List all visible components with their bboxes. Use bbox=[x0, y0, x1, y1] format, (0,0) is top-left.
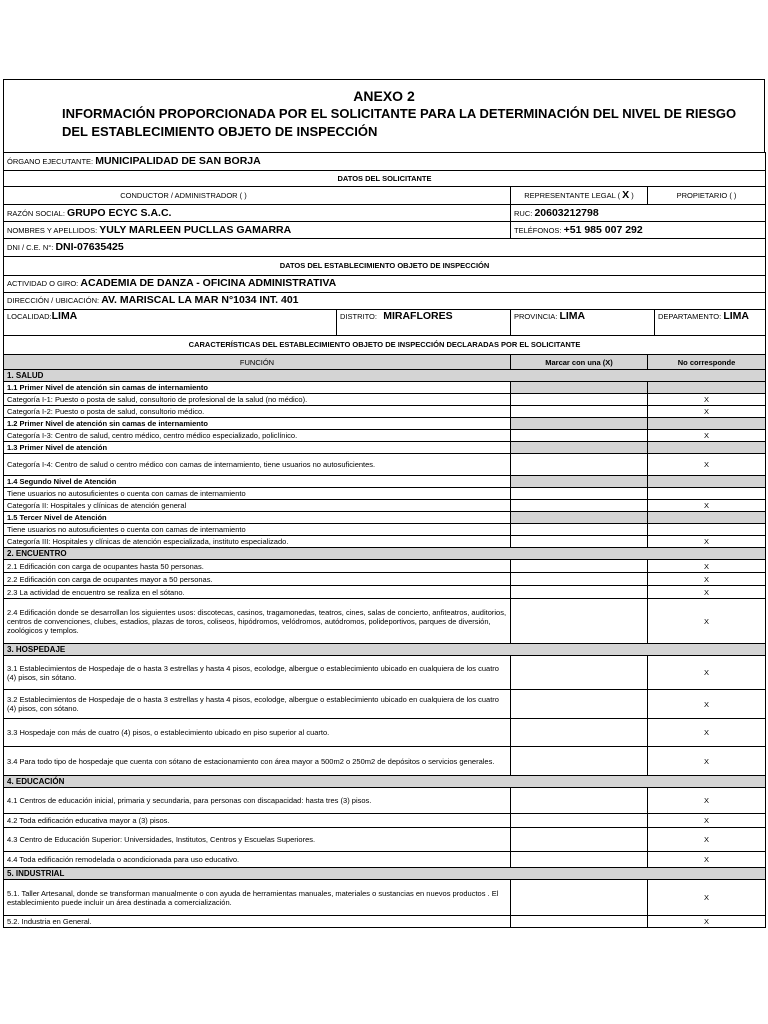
function-label: 3.3 Hospedaje con más de cuatro (4) pisos, o establecimiento ubicado en piso superior al cuarto. bbox=[4, 719, 511, 747]
document-header bbox=[3, 79, 765, 152]
function-label: Tiene usuarios no autosuficientes o cuenta con camas de internamiento bbox=[4, 524, 511, 536]
function-row bbox=[4, 747, 766, 776]
function-row bbox=[4, 828, 766, 852]
function-label: Categoría I-3: Centro de salud, centro médico, centro médico especializado, policlínico. bbox=[4, 430, 511, 442]
mark-cell[interactable] bbox=[511, 488, 648, 500]
function-row bbox=[4, 586, 766, 599]
function-row bbox=[4, 536, 766, 548]
document-title: INFORMACIÓN PROPORCIONADA POR EL SOLICITANTE PARA LA DETERMINACIÓN DEL NIVEL DE RIESGO DEL ESTABLECIMIENTO OBJETO DE INSPECCIÓN bbox=[62, 106, 737, 139]
subheading-row bbox=[4, 418, 766, 430]
function-row bbox=[4, 454, 766, 476]
subheading-label: 1.3 Primer Nivel de atención bbox=[4, 442, 511, 454]
function-label: Tiene usuarios no autosuficientes o cuenta con camas de internamiento bbox=[4, 488, 511, 500]
organo-label: ÓRGANO EJECUTANTE: bbox=[7, 157, 94, 166]
mark-cell[interactable] bbox=[511, 690, 648, 719]
function-row bbox=[4, 406, 766, 418]
subheading-row bbox=[4, 512, 766, 524]
mark-cell[interactable] bbox=[511, 852, 648, 868]
no-corresponde-cell[interactable]: X bbox=[648, 690, 766, 719]
mark-cell[interactable] bbox=[511, 536, 648, 548]
no-corresponde-cell[interactable]: X bbox=[648, 880, 766, 916]
function-row bbox=[4, 852, 766, 868]
mark-cell[interactable] bbox=[511, 586, 648, 599]
no-corresponde-cell[interactable]: X bbox=[648, 560, 766, 573]
function-label: 4.1 Centros de educación inicial, primaria y secundaria, para personas con discapacidad: hasta tres (3) pisos. bbox=[4, 788, 511, 814]
caracteristicas-section-title: CARACTERÍSTICAS DEL ESTABLECIMIENTO OBJETO DE INSPECCIÓN DECLARADAS POR EL SOLICITANTE bbox=[4, 336, 766, 355]
departamento-value: LIMA bbox=[723, 309, 749, 322]
localidad-value: LIMA bbox=[51, 309, 78, 322]
subheading-label: 1.5 Tercer Nivel de Atención bbox=[4, 512, 511, 524]
mark-cell[interactable] bbox=[511, 747, 648, 776]
characteristics-rows bbox=[4, 370, 766, 928]
function-row bbox=[4, 488, 766, 500]
organo-value: MUNICIPALIDAD DE SAN BORJA bbox=[95, 155, 261, 167]
function-label: Categoría I-4: Centro de salud o centro médico con camas de internamiento, tiene usuarios no autosuficientes. bbox=[4, 454, 511, 476]
no-corresponde-cell[interactable]: X bbox=[648, 536, 766, 548]
provincia-value: LIMA bbox=[559, 309, 586, 322]
function-label: 3.2 Establecimientos de Hospedaje de o hasta 3 estrellas y hasta 4 pisos, ecolodge, albergue o establecimiento ubicado en cualquiera de los cuatro (4) pisos, con sótano. bbox=[4, 690, 511, 719]
representante-option[interactable]: REPRESENTANTE LEGAL ( X ) bbox=[511, 187, 648, 205]
no-corresponde-cell[interactable]: X bbox=[648, 454, 766, 476]
function-row bbox=[4, 500, 766, 512]
mark-cell[interactable] bbox=[511, 500, 648, 512]
no-corresponde-cell[interactable]: X bbox=[648, 573, 766, 586]
no-corresponde-cell[interactable] bbox=[648, 442, 766, 454]
mark-cell[interactable] bbox=[511, 430, 648, 442]
section-heading-row bbox=[4, 868, 766, 880]
no-corresponde-cell[interactable] bbox=[648, 418, 766, 430]
function-label: 3.1 Establecimientos de Hospedaje de o hasta 3 estrellas y hasta 4 pisos, ecolodge, albergue o establecimiento ubicado en cualquiera de los cuatro (4) pisos, sin sótano. bbox=[4, 656, 511, 690]
dni-row: DNI / C.E. N°: DNI-07635425 bbox=[4, 239, 766, 256]
function-label: 3.4 Para todo tipo de hospedaje que cuenta con sótano de estacionamiento con área mayor a 500m2 o 250m2 de depósitos o servicios generales. bbox=[4, 747, 511, 776]
col-funcion-header: FUNCIÓN bbox=[4, 355, 511, 370]
mark-cell[interactable] bbox=[511, 394, 648, 406]
nombres-value: YULY MARLEEN PUCLLAS GAMARRA bbox=[99, 223, 292, 236]
section-heading-row bbox=[4, 548, 766, 560]
function-label: 5.2. Industria en General. bbox=[4, 916, 511, 928]
no-corresponde-cell[interactable]: X bbox=[648, 747, 766, 776]
subheading-label: 1.1 Primer Nivel de atención sin camas de internamiento bbox=[4, 382, 511, 394]
mark-cell[interactable] bbox=[511, 573, 648, 586]
applicant-table bbox=[3, 152, 766, 256]
no-corresponde-cell[interactable] bbox=[648, 488, 766, 500]
mark-cell[interactable] bbox=[511, 382, 648, 394]
no-corresponde-cell[interactable]: X bbox=[648, 394, 766, 406]
function-row bbox=[4, 880, 766, 916]
function-row bbox=[4, 430, 766, 442]
establecimiento-section-title: DATOS DEL ESTABLECIMIENTO OBJETO DE INSPECCIÓN bbox=[4, 256, 766, 275]
telefonos-value: +51 985 007 292 bbox=[563, 223, 643, 236]
function-row bbox=[4, 599, 766, 644]
mark-cell[interactable] bbox=[511, 418, 648, 430]
no-corresponde-cell[interactable] bbox=[648, 524, 766, 536]
no-corresponde-cell[interactable] bbox=[648, 476, 766, 488]
mark-cell[interactable] bbox=[511, 406, 648, 418]
section-heading-row bbox=[4, 644, 766, 656]
subheading-label: 1.4 Segundo Nivel de Atención bbox=[4, 476, 511, 488]
no-corresponde-cell[interactable]: X bbox=[648, 430, 766, 442]
function-row bbox=[4, 690, 766, 719]
subheading-label: 1.2 Primer Nivel de atención sin camas de internamiento bbox=[4, 418, 511, 430]
no-corresponde-cell[interactable]: X bbox=[648, 788, 766, 814]
function-label: 2.4 Edificación donde se desarrollan los siguientes usos: discotecas, casinos, tragamonedas, teatros, cines, salas de concierto, anfiteatros, auditorios, centros de convenciones, clubes, estadios, plazas de toros, coliseos, hipódromos, velódromos, autódromos, polideportivos, parques de diversión, zoológicos y templos. bbox=[4, 599, 511, 644]
representante-mark: X bbox=[622, 189, 630, 201]
razon-row: RAZÓN SOCIAL: GRUPO ECYC S.A.C. RUC: 20603212798 bbox=[4, 205, 766, 222]
function-row bbox=[4, 719, 766, 747]
function-label: 5.1. Taller Artesanal, donde se transforman manualmente o con ayuda de herramientas manuales, materiales o sustancias en nuevos productos . El establecimiento puede incluir un área destinada a comercialización. bbox=[4, 880, 511, 916]
function-row bbox=[4, 788, 766, 814]
direccion-value: AV. MARISCAL LA MAR N°1034 INT. 401 bbox=[101, 294, 299, 306]
section-heading: 4. EDUCACIÓN bbox=[4, 776, 766, 788]
function-row bbox=[4, 916, 766, 928]
function-label: 4.2 Toda edificación educativa mayor a (3) pisos. bbox=[4, 814, 511, 828]
no-corresponde-cell[interactable]: X bbox=[648, 828, 766, 852]
ubicacion-row: LOCALIDAD:LIMA DISTRITO: MIRAFLORES PROVINCIA: LIMA DEPARTAMENTO: LIMA bbox=[4, 309, 766, 335]
no-corresponde-cell[interactable]: X bbox=[648, 719, 766, 747]
mark-cell[interactable] bbox=[511, 476, 648, 488]
mark-cell[interactable] bbox=[511, 442, 648, 454]
mark-cell[interactable] bbox=[511, 560, 648, 573]
dni-value: DNI-07635425 bbox=[55, 240, 124, 253]
actividad-value: ACADEMIA DE DANZA - OFICINA ADMINISTRATIVA bbox=[80, 277, 337, 289]
ruc-value: 20603212798 bbox=[534, 206, 599, 219]
section-heading-row bbox=[4, 776, 766, 788]
function-row bbox=[4, 656, 766, 690]
no-corresponde-cell[interactable]: X bbox=[648, 586, 766, 599]
characteristics-table bbox=[3, 336, 766, 929]
function-row bbox=[4, 560, 766, 573]
distrito-value: MIRAFLORES bbox=[383, 309, 453, 322]
function-label: 2.3 La actividad de encuentro se realiza en el sótano. bbox=[4, 586, 511, 599]
function-row bbox=[4, 524, 766, 536]
mark-cell[interactable] bbox=[511, 656, 648, 690]
section-heading: 5. INDUSTRIAL bbox=[4, 868, 766, 880]
mark-cell[interactable] bbox=[511, 788, 648, 814]
function-label: Categoría I-2: Puesto o posta de salud, consultorio médico. bbox=[4, 406, 511, 418]
section-heading: 3. HOSPEDAJE bbox=[4, 644, 766, 656]
mark-cell[interactable] bbox=[511, 454, 648, 476]
function-label: Categoría III: Hospitales y clínicas de atención especializada, instituto especializado. bbox=[4, 536, 511, 548]
organo-row bbox=[4, 153, 766, 171]
function-row bbox=[4, 573, 766, 586]
function-row bbox=[4, 394, 766, 406]
no-corresponde-cell[interactable]: X bbox=[648, 852, 766, 868]
mark-cell[interactable] bbox=[511, 880, 648, 916]
actividad-row: ACTIVIDAD O GIRO: ACADEMIA DE DANZA - OFICINA ADMINISTRATIVA bbox=[4, 275, 766, 292]
mark-cell[interactable] bbox=[511, 524, 648, 536]
annex-number: ANEXO 2 bbox=[353, 88, 415, 104]
solicitante-section-title: DATOS DEL SOLICITANTE bbox=[4, 171, 766, 187]
no-corresponde-cell[interactable]: X bbox=[648, 500, 766, 512]
function-row bbox=[4, 814, 766, 828]
function-label: Categoría II: Hospitales y clínicas de atención general bbox=[4, 500, 511, 512]
subheading-row bbox=[4, 442, 766, 454]
annex-document bbox=[3, 79, 765, 928]
role-row bbox=[4, 187, 766, 205]
function-label: 4.4 Toda edificación remodelada o acondicionada para uso educativo. bbox=[4, 852, 511, 868]
establishment-table bbox=[3, 256, 766, 336]
function-label: 2.1 Edificación con carga de ocupantes hasta 50 personas. bbox=[4, 560, 511, 573]
no-corresponde-cell[interactable]: X bbox=[648, 814, 766, 828]
function-label: 2.2 Edificación con carga de ocupantes mayor a 50 personas. bbox=[4, 573, 511, 586]
section-heading-row bbox=[4, 370, 766, 382]
subheading-row bbox=[4, 476, 766, 488]
propietario-option[interactable]: PROPIETARIO ( ) bbox=[648, 187, 766, 205]
razon-social-value: GRUPO ECYC S.A.C. bbox=[67, 206, 172, 219]
section-heading: 2. ENCUENTRO bbox=[4, 548, 766, 560]
no-corresponde-cell[interactable] bbox=[648, 382, 766, 394]
col-no-corresponde-header: No corresponde bbox=[648, 355, 766, 370]
section-heading: 1. SALUD bbox=[4, 370, 766, 382]
no-corresponde-cell[interactable] bbox=[648, 512, 766, 524]
mark-cell[interactable] bbox=[511, 719, 648, 747]
no-corresponde-cell[interactable]: X bbox=[648, 656, 766, 690]
mark-cell[interactable] bbox=[511, 512, 648, 524]
no-corresponde-cell[interactable]: X bbox=[648, 599, 766, 644]
no-corresponde-cell[interactable]: X bbox=[648, 406, 766, 418]
function-label: Categoría I-1: Puesto o posta de salud, consultorio de profesional de la salud (no médico). bbox=[4, 394, 511, 406]
col-marcar-header: Marcar con una (X) bbox=[511, 355, 648, 370]
no-corresponde-cell[interactable]: X bbox=[648, 916, 766, 928]
subheading-row bbox=[4, 382, 766, 394]
mark-cell[interactable] bbox=[511, 916, 648, 928]
conductor-option[interactable]: CONDUCTOR / ADMINISTRADOR ( ) bbox=[4, 187, 511, 205]
nombres-row: NOMBRES Y APELLIDOS: YULY MARLEEN PUCLLAS GAMARRA TELÉFONOS: +51 985 007 292 bbox=[4, 222, 766, 239]
mark-cell[interactable] bbox=[511, 599, 648, 644]
mark-cell[interactable] bbox=[511, 828, 648, 852]
direccion-row: DIRECCIÓN / UBICACIÓN: AV. MARISCAL LA MAR N°1034 INT. 401 bbox=[4, 292, 766, 309]
mark-cell[interactable] bbox=[511, 814, 648, 828]
function-label: 4.3 Centro de Educación Superior: Universidades, Institutos, Centros y Escuelas Superiores. bbox=[4, 828, 511, 852]
